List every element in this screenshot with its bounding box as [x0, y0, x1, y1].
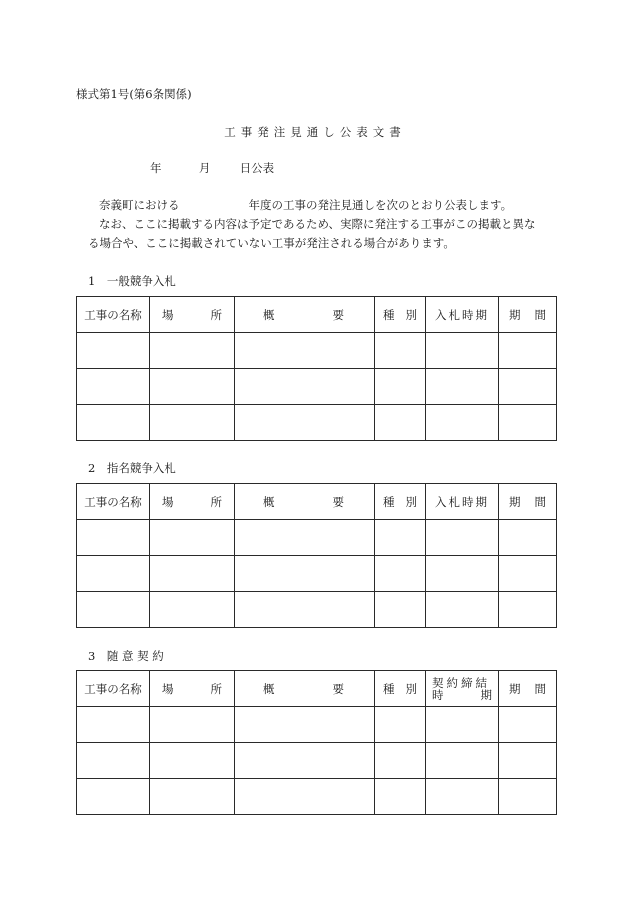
table-row — [77, 405, 557, 441]
table-header-row — [77, 484, 557, 520]
header-summary: 概 要 — [235, 297, 375, 333]
table-row — [77, 520, 557, 556]
negotiated-contract-table — [76, 670, 557, 815]
day-label: 日公表 — [239, 161, 275, 175]
header-project-name: 工事の名称 — [77, 484, 150, 520]
header-project-name: 工事の名称 — [77, 297, 150, 333]
header-bid-timing: 入札時期 — [426, 297, 499, 333]
header-period: 期 間 — [499, 484, 557, 520]
year-label: 年 — [150, 161, 162, 175]
month-label: 月 — [198, 161, 211, 175]
form-number: 様式第1号(第6条関係) — [76, 87, 192, 101]
table-row — [77, 369, 557, 405]
header-type: 種 別 — [375, 671, 426, 707]
table-row — [77, 743, 557, 779]
section-heading-designated-tender: 2 指名競争入札 — [88, 461, 176, 475]
header-bid-timing: 入札時期 — [426, 484, 499, 520]
intro-paragraph-2: なお、ここに掲載する内容は予定であるため、実際に発注する工事がこの掲載と異な — [99, 217, 536, 231]
header-summary: 概 要 — [235, 484, 375, 520]
header-period: 期 間 — [499, 671, 557, 707]
table-row — [77, 707, 557, 743]
header-location: 場 所 — [150, 671, 235, 707]
header-contract-timing: 契約締結 時 期 — [426, 671, 499, 707]
publication-date — [150, 160, 274, 176]
general-tender-table — [76, 296, 557, 441]
table-row — [77, 779, 557, 815]
header-project-name: 工事の名称 — [77, 671, 150, 707]
section-heading-general-tender: 1 一般競争入札 — [88, 274, 176, 288]
table-row — [77, 592, 557, 628]
table-row — [77, 333, 557, 369]
intro-paragraph-3: る場合や、ここに掲載されていない工事が発注される場合があります。 — [88, 236, 455, 250]
table-row — [77, 556, 557, 592]
header-location: 場 所 — [150, 297, 235, 333]
designated-tender-table — [76, 483, 557, 628]
table-header-row — [77, 671, 557, 707]
document-title: 工事発注見通し公表文書 — [224, 125, 406, 139]
intro-paragraph-1: 奈義町における 年度の工事の発注見通しを次のとおり公表します。 — [99, 198, 513, 212]
header-summary: 概 要 — [235, 671, 375, 707]
section-heading-negotiated-contract: 3 随 意 契 約 — [88, 649, 164, 663]
header-location: 場 所 — [150, 484, 235, 520]
header-type: 種 別 — [375, 297, 426, 333]
table-header-row — [77, 297, 557, 333]
header-period: 期 間 — [499, 297, 557, 333]
header-type: 種 別 — [375, 484, 426, 520]
